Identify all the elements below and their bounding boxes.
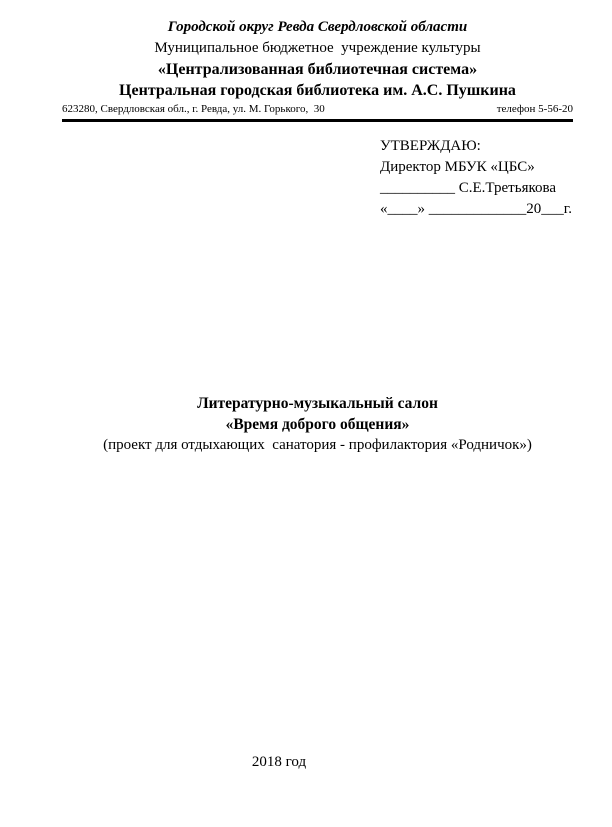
letterhead-contact-row: [62, 102, 573, 116]
letterhead-phone: телефон 5-56-20: [496, 103, 573, 115]
approval-director-title: Директор МБУК «ЦБС»: [380, 159, 535, 175]
letterhead-district: Городской округ Ревда Свердловской области: [167, 19, 468, 35]
letterhead: [62, 16, 573, 122]
approval-block: [380, 136, 572, 220]
letterhead-address: 623280, Свердловская обл., г. Ревда, ул. М. Горького, 30: [62, 103, 325, 115]
approval-label: УТВЕРЖДАЮ:: [380, 138, 481, 154]
letterhead-institution: Муниципальное бюджетное учреждение культуры: [154, 40, 481, 56]
letterhead-library-name: Центральная городская библиотека им. А.С. Пушкина: [119, 82, 516, 99]
document-year: 2018 год: [251, 754, 307, 770]
approval-signature-line: __________ С.Е.Третьякова: [380, 180, 557, 196]
document-title-line1: Литературно-музыкальный салон: [197, 395, 438, 412]
approval-date-line: «____» _____________20___г.: [380, 201, 572, 217]
letterhead-system-name: «Централизованная библиотечная система»: [157, 61, 478, 78]
document-title-block: [62, 393, 573, 456]
document-subtitle: (проект для отдыхающих санатория - профилактория «Родничок»): [103, 437, 532, 453]
document-title-line2: «Время доброго общения»: [225, 416, 410, 433]
